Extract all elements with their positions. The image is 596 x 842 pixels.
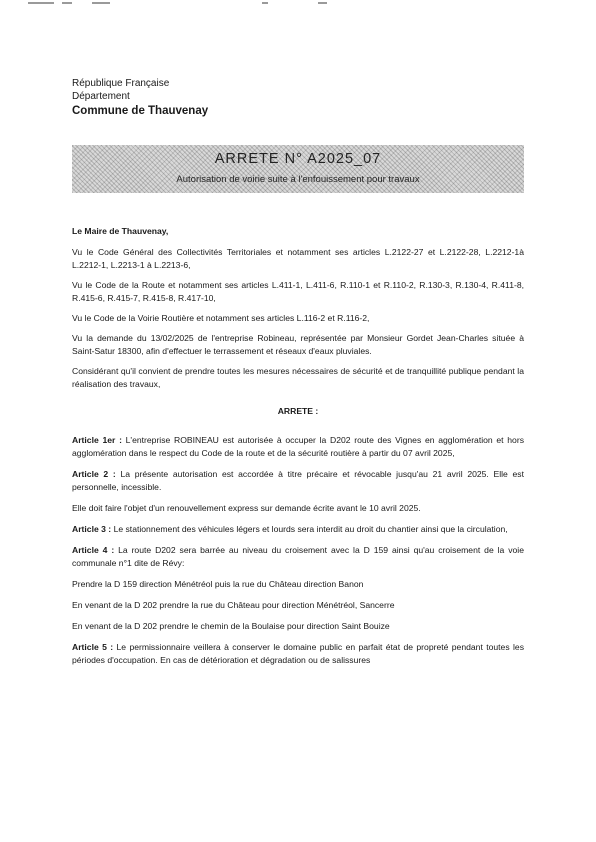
arrete-subject: Autorisation de voirie suite à l'enfouissement pour travaux bbox=[176, 174, 420, 185]
article-4-text: La route D202 sera barrée au niveau du croisement avec la D 159 ainsi qu'au croisement de la voie communale n°1 dite de Révy: bbox=[72, 545, 524, 568]
article-5-label: Article 5 : bbox=[72, 642, 114, 652]
article-4 bbox=[72, 544, 524, 570]
commune-name: Commune de Thauvenay bbox=[72, 105, 209, 117]
maire-line: Le Maire de Thauvenay, bbox=[72, 226, 169, 236]
article-1-text: L'entreprise ROBINEAU est autorisée à occuper la D202 route des Vignes en agglomération et hors agglomération dans le respect du Code de la route et de la sécurité routière à partir du 07 avril 2025, bbox=[72, 435, 524, 458]
article-2 bbox=[72, 468, 524, 494]
deviation-1: Prendre la D 159 direction Ménétréol puis la rue du Château direction Banon bbox=[72, 579, 364, 589]
vu-cgct: Vu le Code Général des Collectivités Territoriales et notamment ses articles L.2122-27 et L.2122-28, L.2212-1à L.2212-1, L.2213-1 à L.2213-6, bbox=[72, 247, 524, 270]
article-1 bbox=[72, 434, 524, 460]
issuer-header bbox=[72, 78, 208, 118]
article-2-text: La présente autorisation est accordée à titre précaire et révocable jusqu'au 21 avril 2025. Elle est personnelle, incessible. bbox=[72, 469, 524, 492]
article-2-label: Article 2 : bbox=[72, 469, 116, 479]
article-5 bbox=[72, 641, 524, 667]
scan-marks bbox=[0, 2, 596, 8]
departement-line: Département bbox=[72, 90, 130, 102]
article-3-label: Article 3 : bbox=[72, 524, 112, 534]
deviation-2: En venant de la D 202 prendre la rue du Château pour direction Ménétréol, Sancerre bbox=[72, 600, 395, 610]
article-3 bbox=[72, 523, 524, 536]
arrete-number: ARRETE N° A2025_07 bbox=[214, 151, 382, 167]
article-5-text: Le permissionnaire veillera à conserver le domaine public en parfait état de propreté pendant toutes les périodes d'occupation. En cas de détérioration et dégradation ou de salissures bbox=[72, 642, 524, 665]
article-3-text: Le stationnement des véhicules légers et lourds sera interdit au droit du chantier ainsi que la circulation, bbox=[113, 524, 508, 534]
considerant: Considérant qu'il convient de prendre toutes les mesures nécessaires de sécurité et de tranquillité publique pendant la réalisation des travaux, bbox=[72, 366, 524, 389]
deviation-3: En venant de la D 202 prendre le chemin de la Boulaise pour direction Saint Bouize bbox=[72, 621, 390, 631]
article-1-label: Article 1er : bbox=[72, 435, 122, 445]
vu-code-voirie: Vu le Code de la Voirie Routière et notamment ses articles L.116-2 et R.116-2, bbox=[72, 313, 370, 323]
republique-line: République Française bbox=[72, 78, 170, 89]
renouvellement-note: Elle doit faire l'objet d'un renouvellement express sur demande écrite avant le 10 avril 2025. bbox=[72, 503, 421, 513]
arrete-heading: ARRETE : bbox=[277, 406, 319, 416]
article-4-label: Article 4 : bbox=[72, 545, 115, 555]
title-banner bbox=[72, 145, 524, 193]
vu-demande: Vu la demande du 13/02/2025 de l'entreprise Robineau, représentée par Monsieur Gordet Jean-Charles située à Saint-Satur 18300, afin d'effectuer le terrassement et réseaux d'eaux pluviales. bbox=[72, 333, 524, 356]
document-body bbox=[72, 225, 524, 675]
vu-code-route: Vu le Code de la Route et notamment ses articles L.411-1, L.411-6, R.110-1 et R.110-2, R.130-3, R.130-4, R.411-8, R.415-6, R.415-7, R.415-8, R.417-10, bbox=[72, 280, 524, 303]
